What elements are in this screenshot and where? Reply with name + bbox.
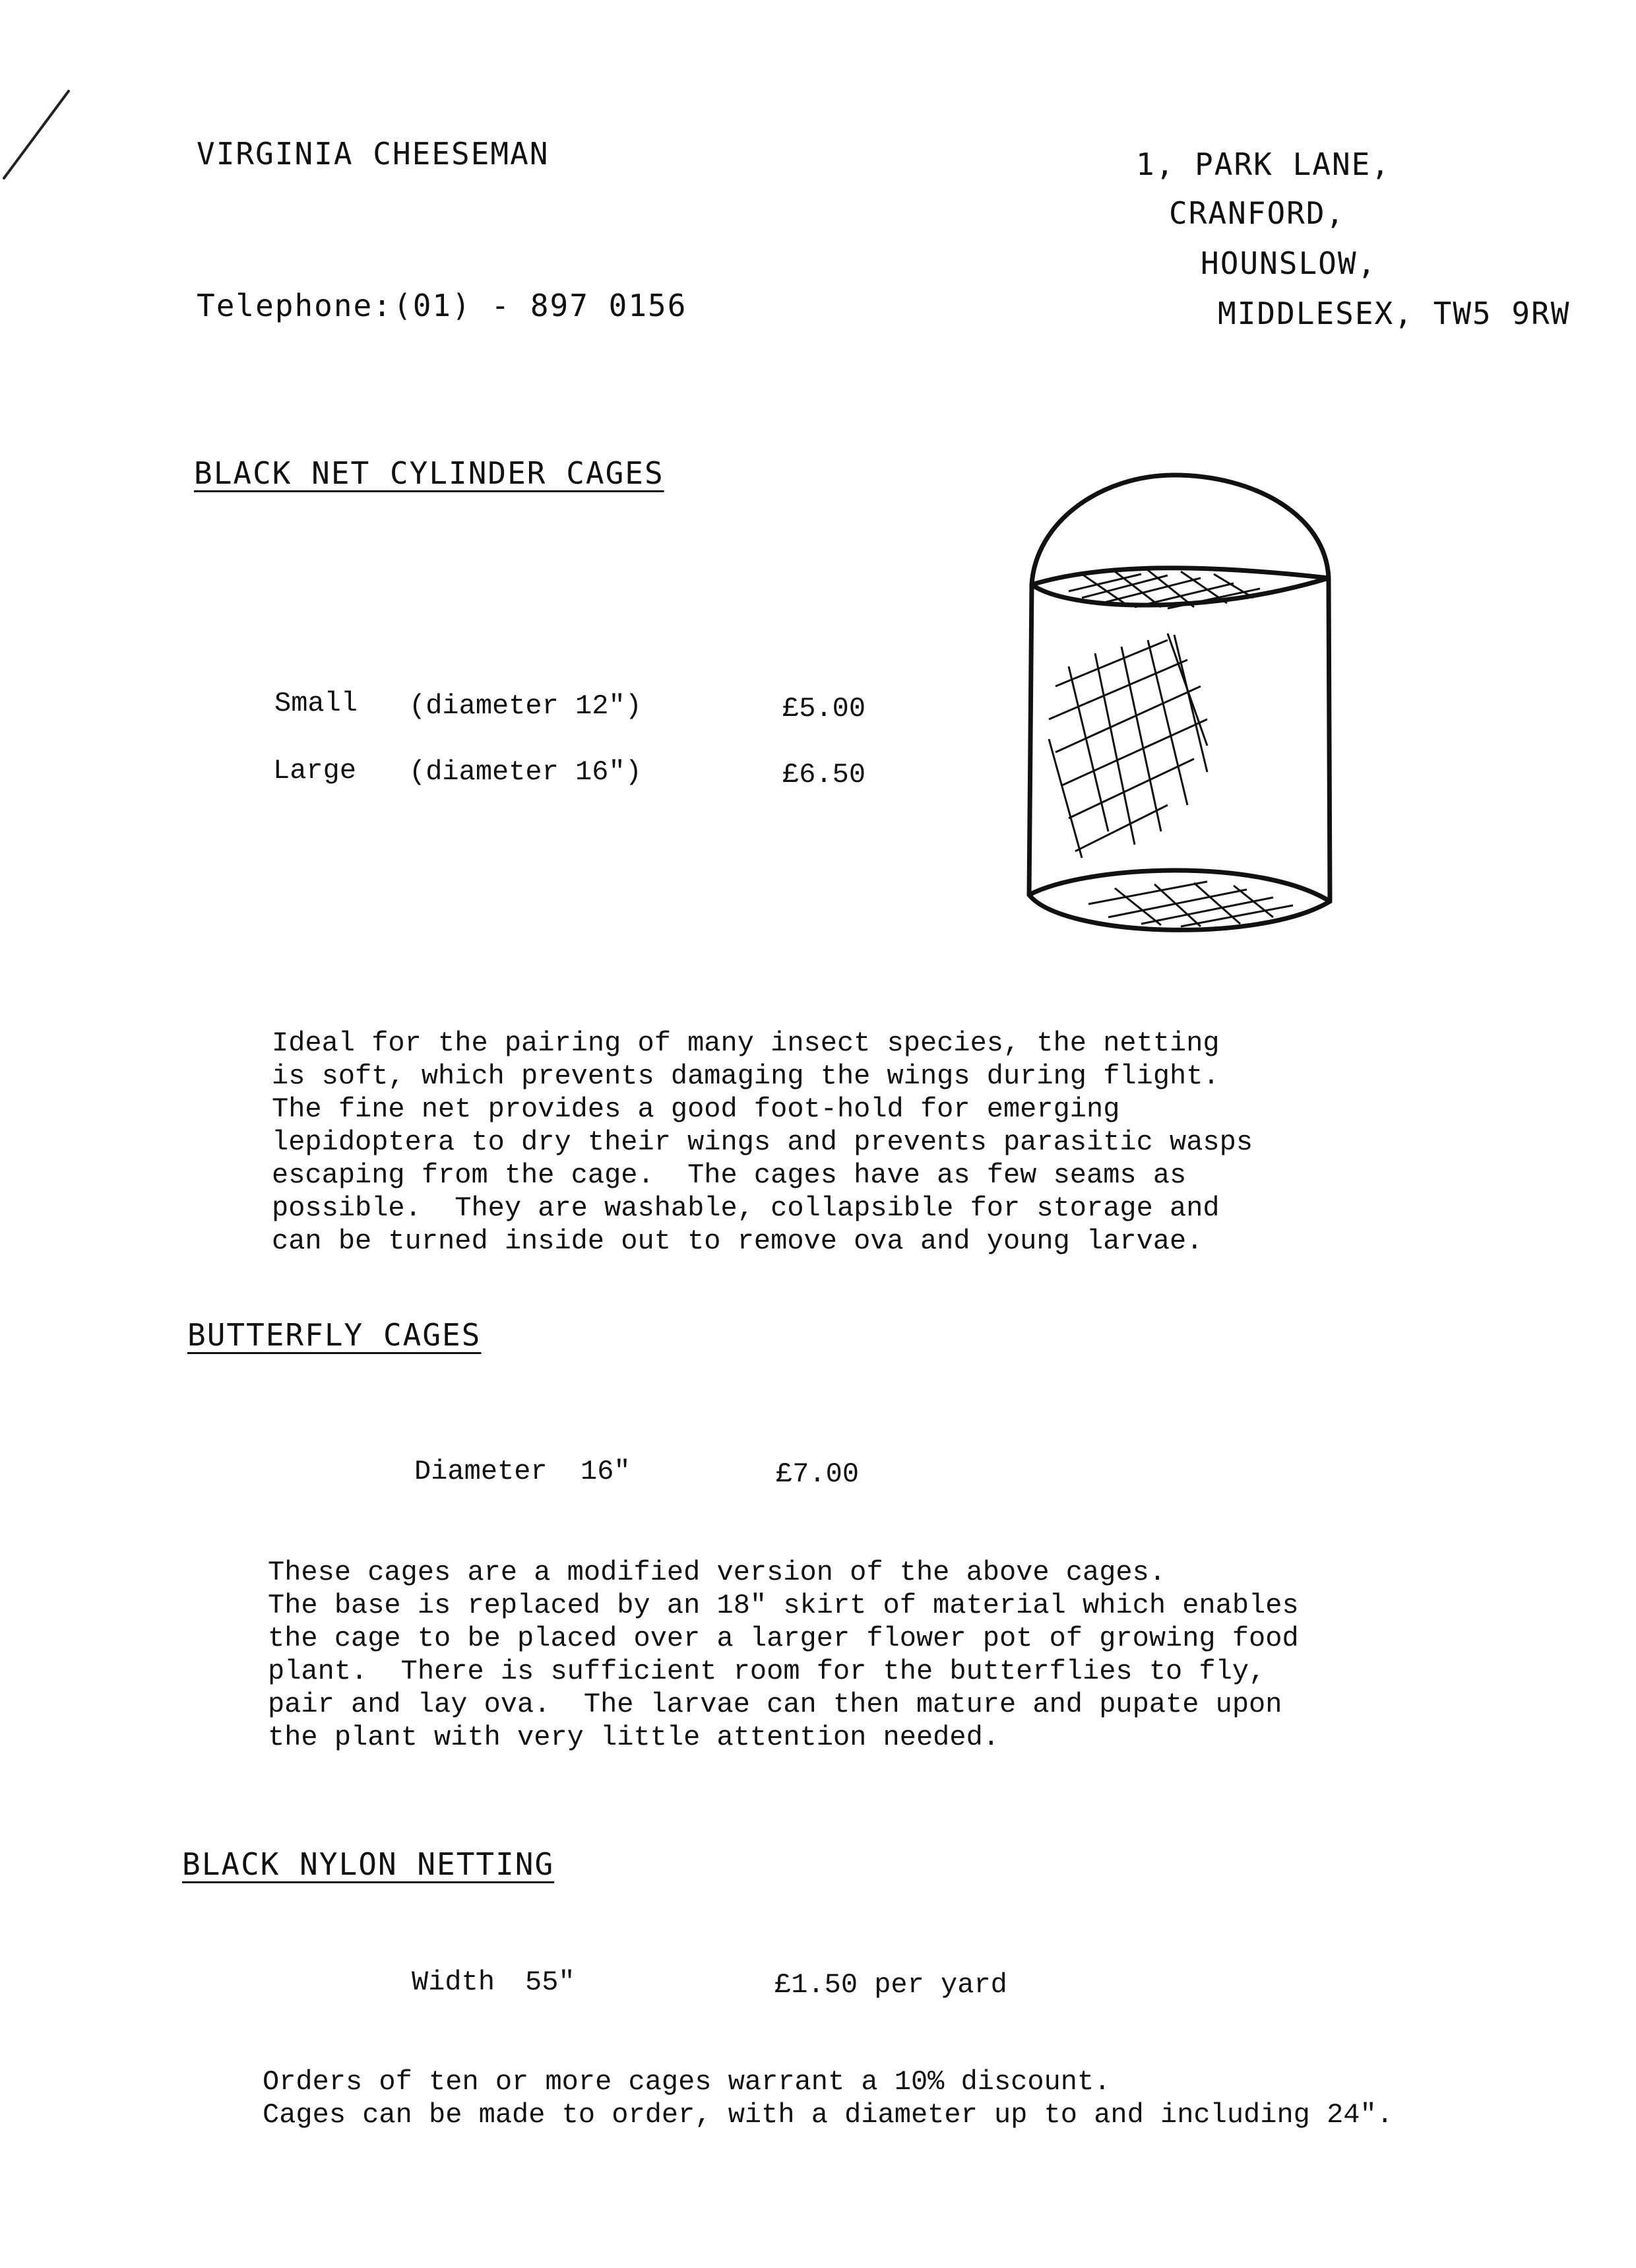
description-line: can be turned inside out to remove ova and young larvae. (272, 1225, 1203, 1257)
description-line: Ideal for the pairing of many insect species, the netting (272, 1027, 1220, 1059)
butterfly-description (268, 1556, 1299, 1754)
butterfly-label: Diameter (414, 1456, 548, 1487)
description-line: the plant with very little attention needed. (268, 1722, 999, 1753)
nylon-netting-heading: BLACK NYLON NETTING (182, 1846, 555, 1882)
item-detail: (diameter 12") (409, 690, 642, 722)
address-line: HOUNSLOW, (1201, 245, 1377, 281)
item-detail: (diameter 16") (409, 756, 642, 788)
telephone-label: Telephone: (197, 288, 393, 323)
address-line: 1, PARK LANE, (1136, 146, 1391, 182)
cylinder-cages-heading: BLACK NET CYLINDER CAGES (194, 455, 664, 491)
description-line: plant. There is sufficient room for the butterflies to fly, (268, 1656, 1266, 1687)
sender-name: VIRGINIA CHEESEMAN (197, 136, 550, 172)
pen-mark (0, 86, 79, 185)
address-line: CRANFORD, (1169, 195, 1346, 231)
telephone-number: (01) - 897 0156 (393, 288, 687, 323)
cylinder-cage-illustration (1009, 462, 1352, 963)
cylinder-description (272, 1027, 1253, 1258)
butterfly-cages-heading: BUTTERFLY CAGES (187, 1317, 482, 1353)
netting-label: Width (412, 1966, 495, 1998)
order-notes (263, 2065, 1393, 2131)
description-line: lepidoptera to dry their wings and prevents parasitic wasps (272, 1126, 1253, 1158)
item-price: £6.50 (782, 759, 866, 791)
item-price: £5.00 (782, 693, 866, 725)
description-line: the cage to be placed over a larger flower pot of growing food (268, 1623, 1299, 1654)
netting-size: 55" (525, 1966, 575, 1998)
description-line: escaping from the cage. The cages have as few seams as (272, 1159, 1187, 1191)
item-size: Small (274, 688, 358, 719)
address-line: MIDDLESEX, TW5 9RW (1218, 296, 1571, 331)
description-line: possible. They are washable, collapsible for storage and (272, 1192, 1220, 1224)
description-line: These cages are a modified version of the above cages. (268, 1557, 1166, 1588)
description-line: The fine net provides a good foot-hold for emerging (272, 1093, 1120, 1125)
note-line: Cages can be made to order, with a diameter up to and including 24". (263, 2099, 1393, 2131)
description-line: is soft, which prevents damaging the wings during flight. (272, 1060, 1220, 1092)
item-size: Large (273, 755, 357, 787)
description-line: pair and lay ova. The larvae can then mature and pupate upon (268, 1689, 1282, 1720)
netting-price: £1.50 per yard (774, 1969, 1007, 2001)
note-line: Orders of ten or more cages warrant a 10% discount. (263, 2066, 1111, 2098)
butterfly-price: £7.00 (776, 1458, 860, 1490)
description-line: The base is replaced by an 18" skirt of material which enables (268, 1590, 1299, 1621)
butterfly-size: 16" (581, 1456, 631, 1487)
